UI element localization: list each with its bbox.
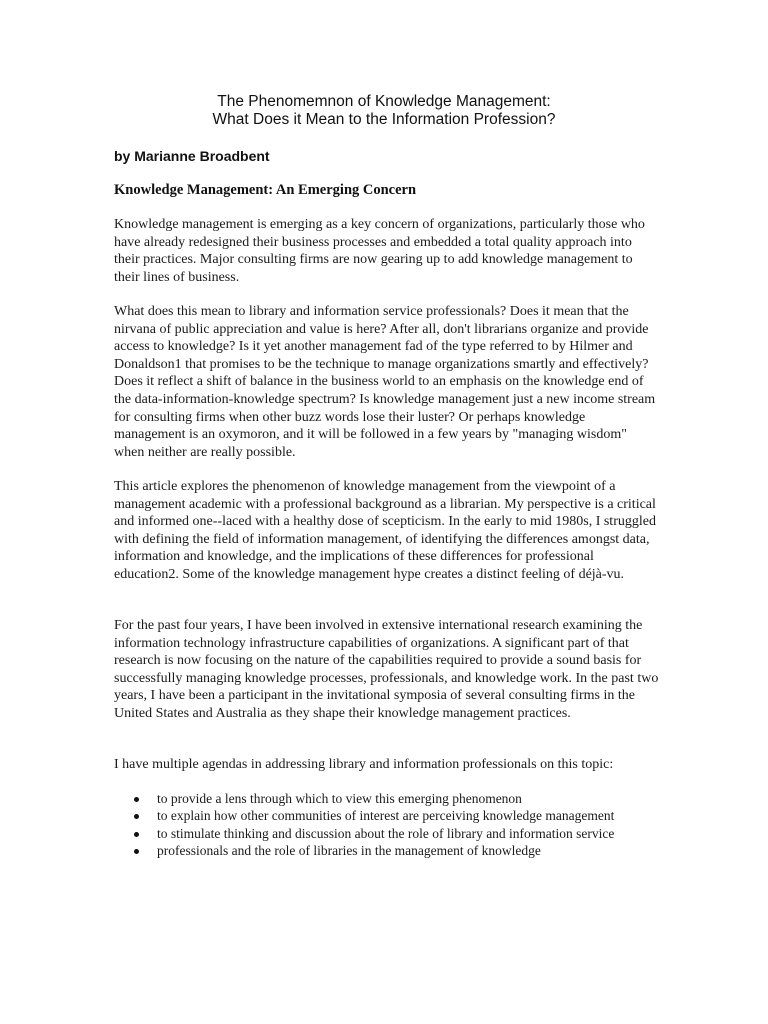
paragraph-5: I have multiple agendas in addressing library and information professionals on this topic: [114, 757, 614, 772]
agenda-list [114, 790, 659, 859]
bullet-icon [134, 814, 139, 819]
list-item-text: to explain how other communities of interest are perceiving knowledge management [157, 808, 615, 824]
list-item [114, 842, 659, 859]
title-line-2: What Does it Mean to the Information Profession? [212, 111, 556, 128]
paragraph-3: This article explores the phenomenon of knowledge management from the viewpoint of a management academic with a professional background as a librarian. My perspective is a critical and informed one--laced with a healthy dose of scepticism. In the early to mid 1980s, I struggled with defining the field of information management, of identifying the differences amongst data, information and knowledge, and the implications of these differences for professional education2. Some of the knowledge management hype creates a distinct feeling of déjà-vu. [114, 479, 656, 582]
title-line-1: The Phenomemnon of Knowledge Management: [217, 93, 551, 110]
author-byline: by Marianne Broadbent [114, 148, 270, 164]
list-item-text: to provide a lens through which to view this emerging phenomenon [157, 791, 522, 806]
list-item-text: professionals and the role of libraries in the management of knowledge [157, 842, 541, 858]
paragraph-1: Knowledge management is emerging as a key concern of organizations, particularly those who have already redesigned their business processes and embedded a total quality approach into their practices. Major consulting firms are now gearing up to add knowledge management to their lines of business. [114, 217, 645, 285]
bullet-icon [134, 849, 139, 854]
bullet-icon [134, 832, 139, 837]
paragraph-2: What does this mean to library and information service professionals? Does it mean that the nirvana of public appreciation and value is here? After all, don't librarians organize and provide access to knowledge? Is it yet another management fad of the type referred to by Hilmer and Donaldson1 that promises to be the technique to manage organizations smartly and effectively? Does it reflect a shift of balance in the business world to an emphasis on the knowledge end of the data-information-knowledge spectrum? Is knowledge management just a new income stream for consulting firms when other buzz words lose their luster? Or perhaps knowledge management is an oxymoron, and it will be followed in a few years by "managing wisdom" when neither are really possible. [114, 304, 656, 460]
list-item [114, 790, 659, 807]
bullet-icon [134, 797, 139, 802]
list-item [114, 825, 659, 842]
section-heading: Knowledge Management: An Emerging Concern [114, 182, 417, 198]
paragraph-4: For the past four years, I have been involved in extensive international research examining the information technology infrastructure capabilities of organizations. A significant part of that research is now focusing on the nature of the capabilities required to provide a sound basis for successfully managing knowledge processes, professionals, and knowledge work. In the past two years, I have been a participant in the invitational symposia of several consulting firms in the United States and Australia as they shape their knowledge management practices. [114, 618, 659, 721]
list-item [114, 807, 659, 824]
list-item-text: to stimulate thinking and discussion about the role of library and information service [157, 825, 615, 841]
